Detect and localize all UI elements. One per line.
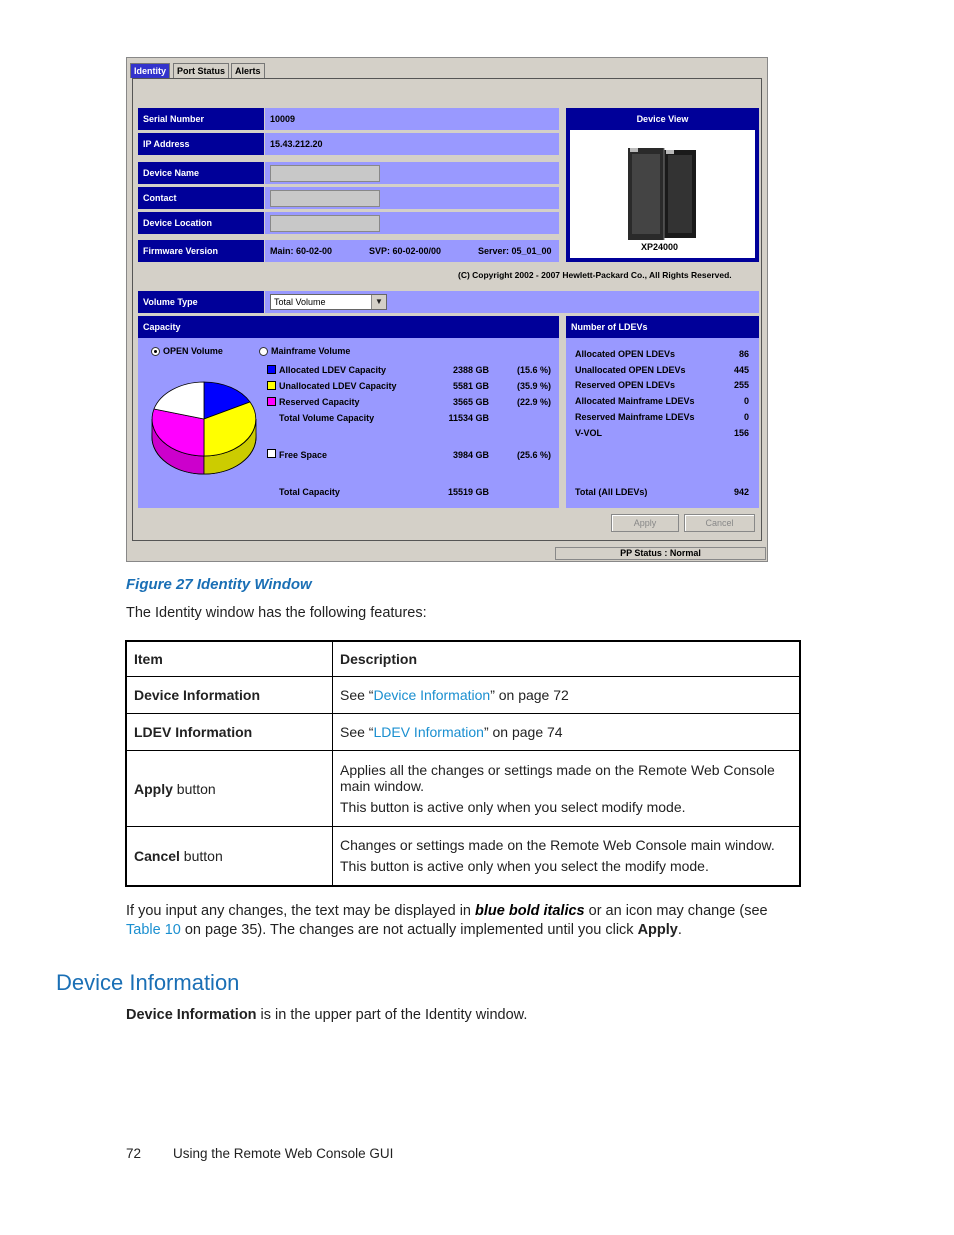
unallocated-swatch	[267, 381, 276, 390]
firmware-main: Main: 60-02-00	[270, 246, 333, 256]
ip-address-label: IP Address	[138, 133, 264, 155]
unallocated-pct: (35.9 %)	[516, 381, 551, 391]
row-description: See “Device Information” on page 72	[333, 677, 801, 714]
row-description: See “LDEV Information” on page 74	[333, 714, 801, 751]
free-space-pct: (25.6 %)	[516, 450, 551, 460]
mainframe-volume-label: Mainframe Volume	[271, 346, 351, 356]
ldev-row-value: 445	[733, 365, 749, 375]
free-space-size: 3984 GB	[452, 450, 489, 460]
reserved-pct: (22.9 %)	[516, 397, 551, 407]
tab-alerts[interactable]: Alerts	[231, 63, 265, 78]
device-location-field[interactable]	[270, 215, 380, 232]
ldev-row-label: Allocated OPEN LDEVs	[575, 349, 676, 359]
row-description: Changes or settings made on the Remote Web Console main window. This button is active only when you select the modify mode.	[333, 827, 801, 886]
section-title: Device Information	[56, 970, 240, 995]
cancel-button[interactable]: Cancel	[684, 514, 755, 532]
intro-text: The Identity window has the following features:	[126, 605, 427, 621]
ldev-row-value: 86	[738, 349, 749, 359]
device-view-frame	[566, 130, 759, 262]
firmware-version-label: Firmware Version	[138, 240, 264, 262]
capacity-header: Capacity	[138, 316, 559, 338]
free-space-swatch	[267, 449, 276, 458]
identity-window	[126, 57, 768, 562]
device-view-image-area	[570, 130, 755, 258]
open-volume-label: OPEN Volume	[163, 346, 223, 356]
volume-type-label: Volume Type	[138, 291, 264, 313]
allocated-pct: (15.6 %)	[516, 365, 551, 375]
header-description: Description	[333, 641, 801, 677]
firmware-svp: SVP: 60-02-00/00	[369, 246, 442, 256]
pp-status: PP Status : Normal	[555, 547, 766, 560]
ldevs-panel	[566, 338, 759, 508]
reserved-swatch	[267, 397, 276, 406]
ldev-row-value: 0	[743, 412, 749, 422]
section-paragraph: Device Information is in the upper part of the Identity window.	[126, 1007, 528, 1023]
page-number: 72	[126, 1146, 142, 1161]
ldevs-header: Number of LDEVs	[566, 316, 759, 338]
ldev-information-link[interactable]: LDEV Information	[373, 724, 484, 740]
contact-field[interactable]	[270, 190, 380, 207]
table-header-row	[126, 641, 800, 677]
ldev-row-value: 156	[733, 428, 749, 438]
ldev-row-label: Allocated Mainframe LDEVs	[575, 396, 695, 406]
total-capacity-size: 15519 GB	[447, 487, 489, 497]
ip-address-value: 15.43.212.20	[265, 133, 559, 155]
device-name-field[interactable]	[270, 165, 380, 182]
firmware-server: Server: 05_01_00	[478, 246, 552, 256]
row-item: Apply button	[126, 751, 333, 827]
ldev-row-value: 0	[743, 396, 749, 406]
serial-number-value: 10009	[265, 108, 559, 130]
ldev-row-value: 255	[733, 380, 749, 390]
tab-identity[interactable]: Identity	[130, 63, 170, 78]
ldev-row-label: Unallocated OPEN LDEVs	[575, 365, 686, 375]
volume-type-value: Total Volume	[274, 297, 326, 307]
identity-panel	[132, 78, 762, 541]
total-capacity-label: Total Capacity	[279, 487, 340, 497]
device-name-label: Device Name	[138, 162, 264, 184]
total-volume-size: 11534 GB	[448, 413, 489, 423]
reserved-label: Reserved Capacity	[279, 397, 360, 407]
ldev-row-label: Reserved OPEN LDEVs	[575, 380, 676, 390]
table-row	[126, 714, 800, 751]
row-item: Cancel button	[126, 827, 333, 886]
allocated-size: 2388 GB	[452, 365, 489, 375]
serial-number-label: Serial Number	[138, 108, 264, 130]
open-volume-radio[interactable]	[151, 347, 160, 356]
allocated-swatch	[267, 365, 276, 374]
table-row	[126, 677, 800, 714]
features-table	[125, 640, 801, 887]
device-model: XP24000	[641, 242, 679, 252]
tab-port-status[interactable]: Port Status	[173, 63, 229, 78]
copyright-text: (C) Copyright 2002 - 2007 Hewlett-Packard Co., All Rights Reserved.	[458, 270, 732, 280]
ldev-row-label: Reserved Mainframe LDEVs	[575, 412, 695, 422]
device-location-label: Device Location	[138, 212, 264, 234]
unallocated-size: 5581 GB	[452, 381, 489, 391]
volume-type-select[interactable]	[270, 294, 387, 310]
table-row	[126, 827, 800, 886]
ldev-row-label: V-VOL	[575, 428, 603, 438]
mainframe-volume-radio[interactable]	[259, 347, 268, 356]
ldev-total-value: 942	[733, 487, 749, 497]
header-item: Item	[126, 641, 333, 677]
contact-label: Contact	[138, 187, 264, 209]
total-volume-label: Total Volume Capacity	[279, 413, 375, 423]
figure-caption: Figure 27 Identity Window	[126, 576, 312, 593]
table-10-link[interactable]: Table 10	[126, 922, 181, 938]
row-item: LDEV Information	[126, 714, 333, 751]
row-description: Applies all the changes or settings made on the Remote Web Console main window. This button is active only when you select modify mode.	[333, 751, 801, 827]
capacity-pie-chart	[149, 379, 259, 479]
xp24000-device-icon	[570, 130, 755, 258]
device-view-header: Device View	[566, 108, 759, 130]
free-space-label: Free Space	[279, 450, 328, 460]
row-item: Device Information	[126, 677, 333, 714]
unallocated-label: Unallocated LDEV Capacity	[279, 381, 397, 391]
allocated-label: Allocated LDEV Capacity	[279, 365, 387, 375]
ldev-total-label: Total (All LDEVs)	[575, 487, 648, 497]
changes-paragraph: If you input any changes, the text may be displayed in blue bold italics or an icon may change (see Table 10 on page 35). The changes are not actually implemented until you click Apply.	[126, 903, 768, 938]
chevron-down-icon[interactable]: ▼	[371, 295, 386, 309]
device-information-link[interactable]: Device Information	[373, 687, 491, 703]
footer-title: Using the Remote Web Console GUI	[173, 1146, 394, 1161]
table-row	[126, 751, 800, 827]
reserved-size: 3565 GB	[452, 397, 489, 407]
apply-button[interactable]: Apply	[611, 514, 679, 532]
